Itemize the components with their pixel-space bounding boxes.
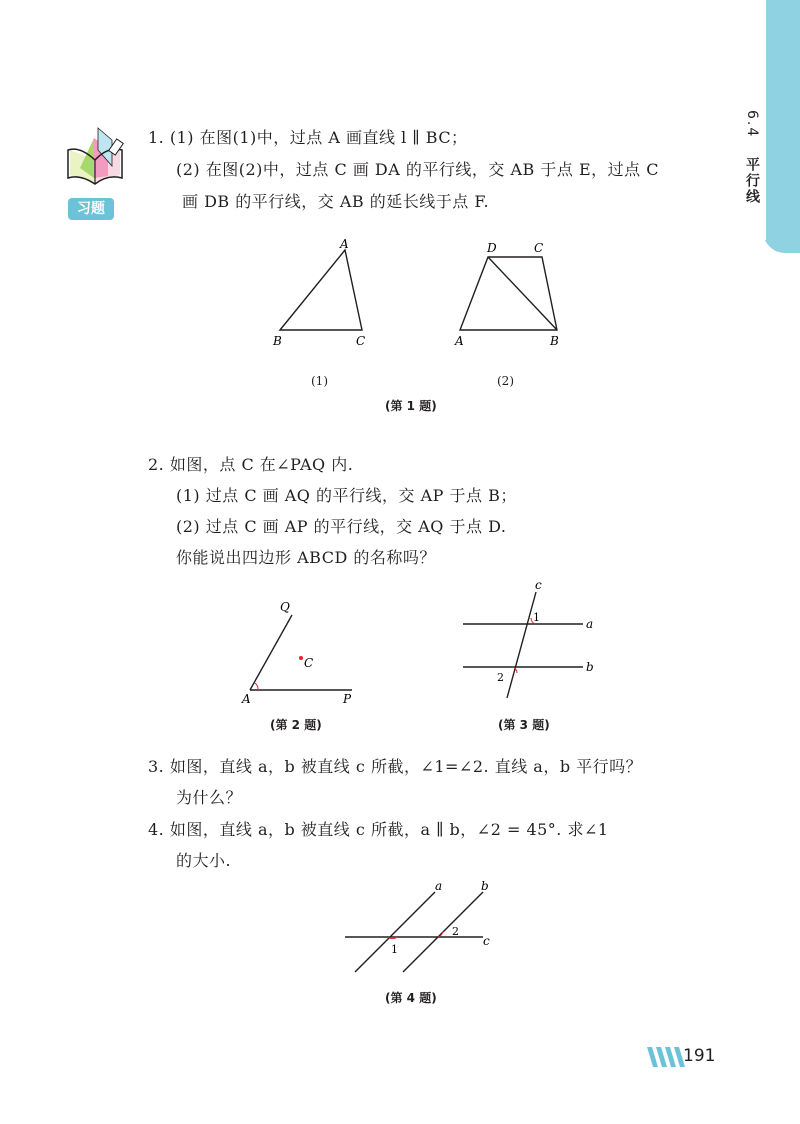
fig1-label-B: B (273, 334, 282, 348)
fig-label-A: A (242, 692, 251, 706)
chapter-side-tab (763, 0, 800, 253)
angle-2-label: 2 (452, 925, 459, 938)
fig1-label-C: C (356, 334, 366, 348)
fig-label-a: a (586, 617, 594, 631)
fig2-label-C: C (534, 241, 544, 255)
problem-1-line-1: 1. (1) 在图(1)中，过点 A 画直线 l ∥ BC； (148, 128, 468, 147)
problem-1-line-3: 画 DB 的平行线，交 AB 的延长线于点 F. (182, 192, 490, 211)
fig-label-Q: Q (280, 600, 290, 614)
point-c-dot (299, 656, 303, 660)
problem-4-caption: (第 4 题) (385, 991, 437, 1005)
section-name: 平行线 (744, 157, 760, 206)
fig-label-P: P (343, 692, 352, 706)
fig-label-b: b (481, 880, 489, 893)
problem-2-figure (230, 595, 380, 710)
fig-label-C: C (304, 656, 314, 670)
problem-4-figure (335, 880, 505, 980)
angle-2-label: 2 (497, 671, 504, 684)
figure-1-triangle (272, 237, 365, 348)
fig-label-b: b (586, 660, 594, 674)
problem-1-line-2: (2) 在图(2)中，过点 C 画 DA 的平行线，交 AB 于点 E，过点 C (176, 160, 659, 179)
problem-2-line-1: 2. 如图，点 C 在∠PAQ 内. (148, 455, 354, 474)
angle-1-label: 1 (533, 611, 540, 624)
fig-label-c: c (535, 578, 542, 592)
problem-2-line-4: 你能说出四边形 ABCD 的名称吗？ (176, 548, 436, 567)
figure-1-sublabel: (1) (311, 374, 328, 388)
section-number: 6.4 (744, 110, 760, 139)
problem-2-caption: (第 2 题) (270, 718, 322, 732)
problem-1-figures (260, 235, 580, 360)
problem-3-line-1: 3. 如图，直线 a，b 被直线 c 所截，∠1=∠2. 直线 a，b 平行吗？ (148, 757, 643, 776)
problem-1-caption: (第 1 题) (385, 399, 437, 413)
problem-3-line-2: 为什么？ (176, 788, 243, 807)
problem-4-line-2: 的大小. (176, 851, 232, 870)
figure-2-sublabel: (2) (497, 374, 514, 388)
side-tab-edge (763, 0, 766, 240)
problem-4-line-1: 4. 如图，直线 a，b 被直线 c 所截，a ∥ b，∠2 = 45°. 求∠1 (148, 820, 609, 839)
exercise-badge: 习题 (68, 198, 114, 220)
problem-3-caption: (第 3 题) (498, 718, 550, 732)
fig1-label-A: A (340, 237, 349, 251)
figure-2-trapezoid (454, 241, 559, 348)
page-number: 191 (683, 1046, 716, 1066)
exercise-book-icon (60, 120, 130, 190)
problem-3-figure (455, 578, 605, 703)
fig-label-a: a (435, 880, 443, 893)
fig2-label-A: A (455, 334, 464, 348)
fig-label-c: c (483, 934, 490, 948)
fig2-label-D: D (487, 241, 497, 255)
angle-1-label: 1 (391, 943, 398, 956)
fig2-label-B: B (550, 334, 559, 348)
problem-2-line-2: (1) 过点 C 画 AQ 的平行线，交 AP 于点 B； (176, 486, 517, 505)
section-title (742, 110, 762, 205)
page-stripes-icon (645, 1045, 685, 1069)
problem-2-line-3: (2) 过点 C 画 AP 的平行线，交 AQ 于点 D. (176, 517, 507, 536)
